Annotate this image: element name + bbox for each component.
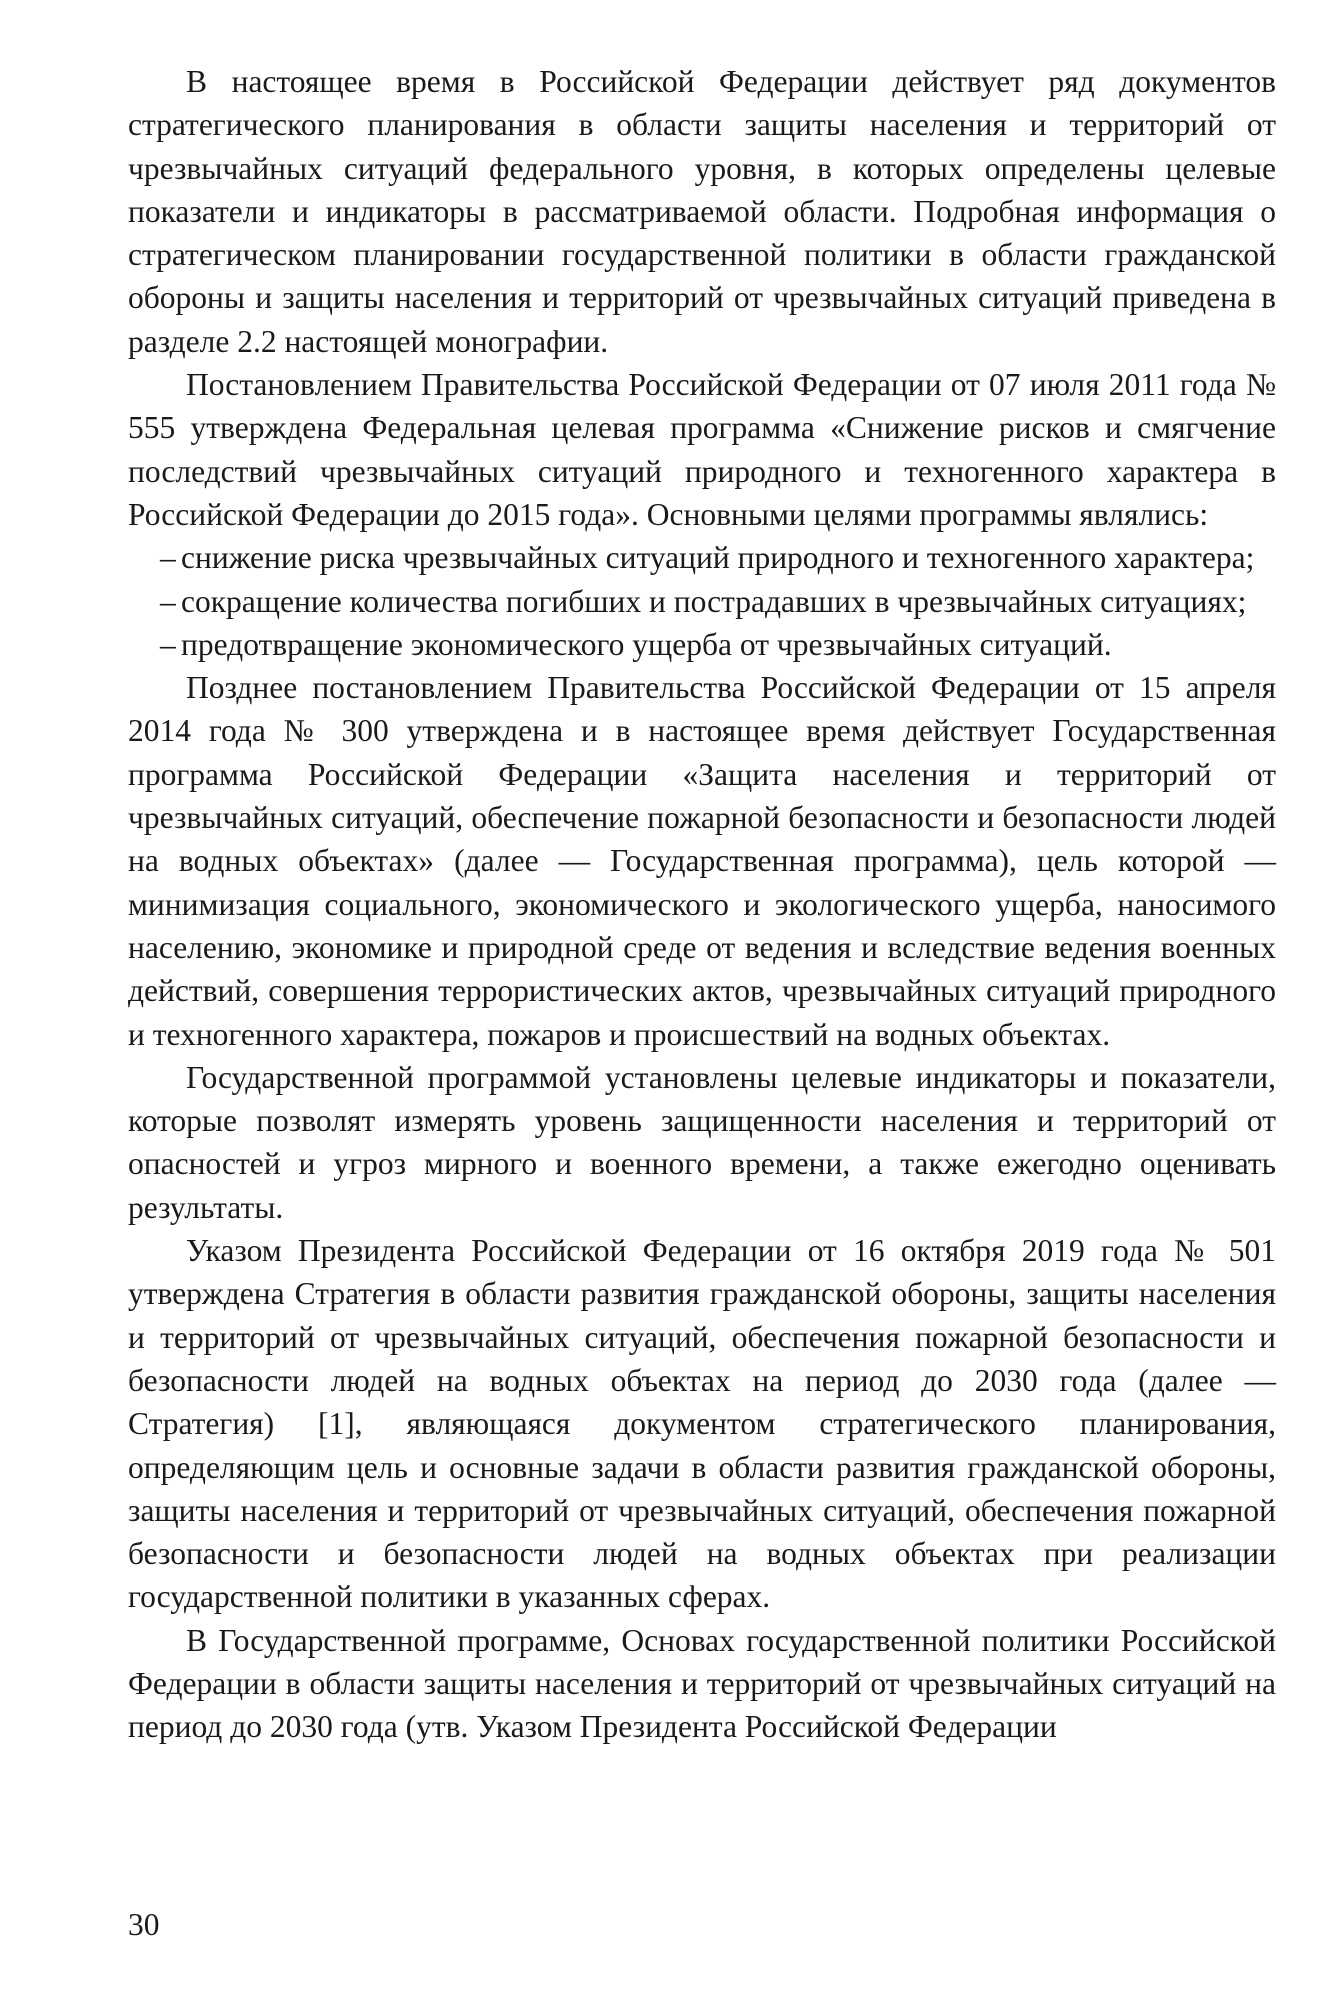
list-dash: – — [160, 540, 176, 576]
paragraph-target-indicators: Государственной программой установлены целевые индикаторы и показатели, которые позволят измерять уровень защищенности населения и территорий от опасностей и угроз мирного и военного времени, а также ежегодно оценивать результаты. — [128, 1059, 1276, 1225]
list-item — [128, 580, 1276, 623]
page-body — [128, 60, 1276, 1749]
program-goals-list — [128, 536, 1276, 666]
paragraph-state-policy-basics: В Государственной программе, Основах государственной политики Российской Федерации в области защиты населения и территорий от чрезвычайных ситуаций на период до 2030 года (утв. Указом Президента Российской Федерации — [128, 1622, 1276, 1745]
list-item-text: снижение риска чрезвычайных ситуаций природного и техногенного характера; — [181, 540, 1255, 576]
paragraph-state-program: Позднее постановлением Правительства Российской Федерации от 15 апреля 2014 года № 300 утверждена и в настоящее время действует Государственная программа Российской Федерации «Защита населения и территорий от чрезвычайных ситуаций, обеспечение пожарной безопасности и безопасности людей на водных объектах» (далее — Государственная программа), цель которой — минимизация социального, экономического и экологического ущерба, наносимого населению, экономике и природной среде от ведения и вследствие ведения военных действий, совершения террористических актов, чрезвычайных ситуаций природного и техногенного характера, пожаров и происшествий на водных объектах. — [128, 670, 1276, 1052]
paragraph-federal-target-program: Постановлением Правительства Российской Федерации от 07 июля 2011 года № 555 утверждена Федеральная целевая программа «Снижение рисков и смягчение последствий чрезвычайных ситуаций природного и техногенного характера в Российской Федерации до 2015 года». Основными целями программы являлись: — [128, 367, 1276, 532]
list-item — [128, 623, 1276, 666]
list-item-text: предотвращение экономического ущерба от чрезвычайных ситуаций. — [181, 626, 1112, 662]
list-dash: – — [160, 583, 176, 619]
paragraph-strategy-decree: Указом Президента Российской Федерации от 16 октября 2019 года № 501 утверждена Стратегия в области развития гражданской обороны, защиты населения и территорий от чрезвычайных ситуаций, обеспечения пожарной безопасности и безопасности людей на водных объектах на период до 2030 года (далее — Стратегия) [1], являющаяся документом стратегического планирования, определяющим цель и основные задачи в области развития гражданской обороны, защиты населения и территорий от чрезвычайных ситуаций, обеспечения пожарной безопасности и безопасности людей на водных объектах при реализации государственной политики в указанных сферах. — [128, 1233, 1276, 1615]
page-number: 30 — [128, 1907, 160, 1942]
list-item — [128, 536, 1276, 579]
list-item-text: сокращение количества погибших и пострадавших в чрезвычайных ситуациях; — [181, 583, 1247, 619]
list-dash: – — [160, 626, 176, 662]
paragraph-strategic-documents: В настоящее время в Российской Федерации действует ряд документов стратегического планирования в области защиты населения и территорий от чрезвычайных ситуаций федерального уровня, в которых определены целевые показатели и индикаторы в рассматриваемой области. Подробная информация о стратегическом планировании государственной политики в области гражданской обороны и защиты населения и территорий от чрезвычайных ситуаций приведена в разделе 2.2 настоящей монографии. — [128, 64, 1276, 359]
